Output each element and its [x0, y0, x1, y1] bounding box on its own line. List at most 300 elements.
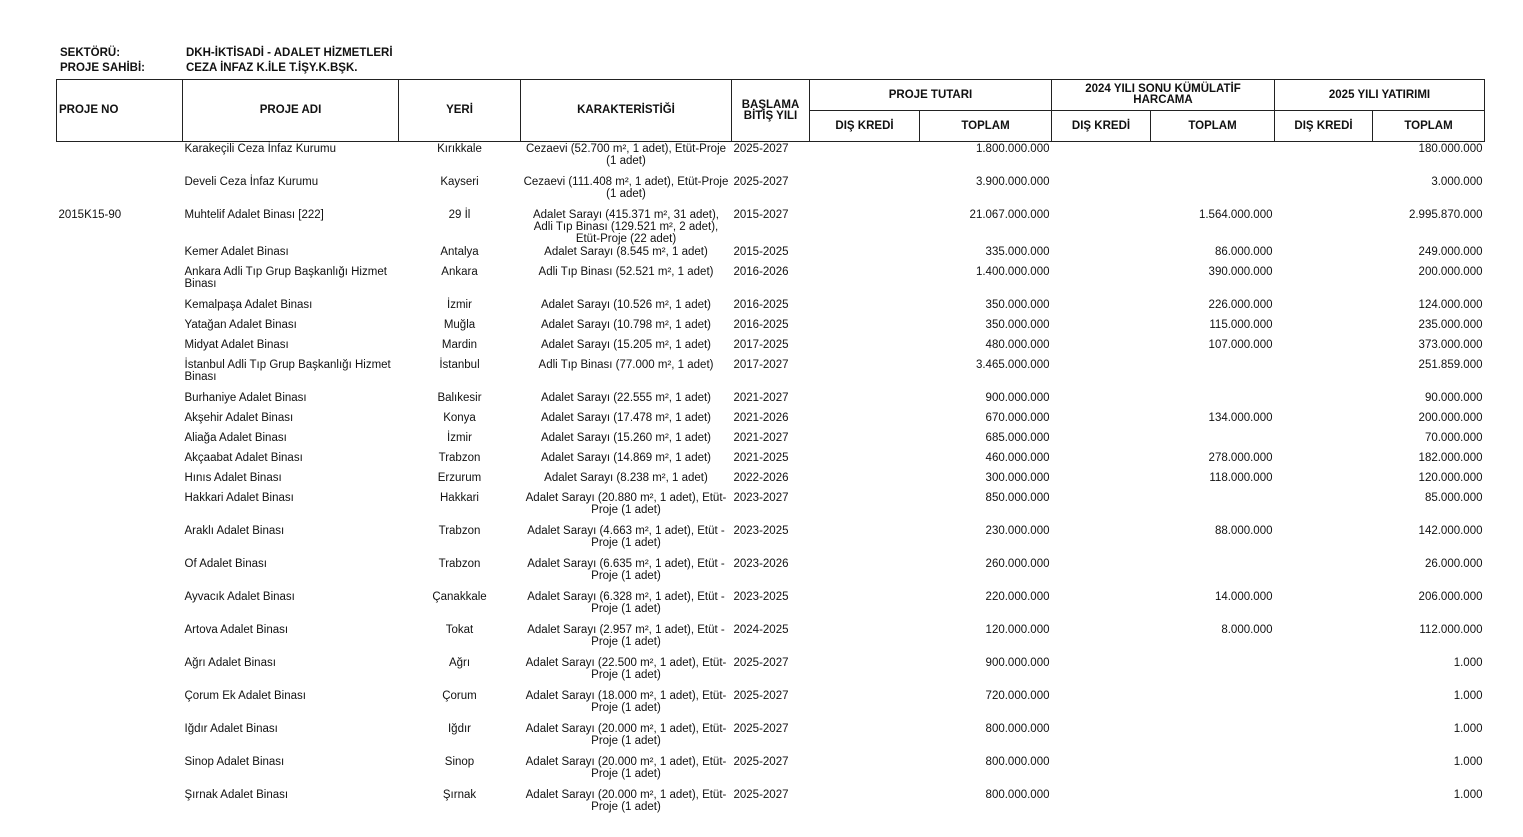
characteristic-cell: Adli Tıp Binası (77.000 m², 1 adet) [538, 359, 714, 371]
projects-table [56, 79, 1485, 821]
y-dis-kredi-cell [1275, 245, 1373, 265]
header-karakteristigi: KARAKTERİSTİĞİ [521, 80, 732, 142]
pt-dis-kredi-cell [810, 689, 920, 722]
characteristic-cell: Adalet Sarayı (20.880 m², 1 adet), Etüt-Proje (1 adet) [525, 492, 727, 516]
location-cell: Antalya [440, 246, 479, 258]
y-dis-kredi-cell [1275, 590, 1373, 623]
kh-toplam-cell: 115.000.000 [1209, 319, 1273, 331]
project-name-cell: Ayvacık Adalet Binası [184, 591, 295, 603]
kh-toplam-cell: 107.000.000 [1208, 339, 1273, 351]
pt-toplam-cell: 350.000.000 [985, 299, 1050, 311]
pt-toplam-cell: 480.000.000 [985, 339, 1050, 351]
kh-toplam-cell: 14.000.000 [1214, 591, 1273, 603]
characteristic-cell: Adalet Sarayı (6.635 m², 1 adet), Etüt -Proje (1 adet) [527, 558, 725, 582]
kh-toplam-cell: 390.000.000 [1208, 266, 1273, 278]
pt-toplam-cell: 3.465.000.000 [975, 359, 1050, 371]
pt-toplam-cell: 800.000.000 [985, 756, 1050, 768]
y-toplam-cell: 251.859.000 [1418, 359, 1483, 371]
characteristic-cell: Adalet Sarayı (15.205 m², 1 adet) [540, 339, 712, 351]
kh-toplam-cell [1151, 391, 1275, 411]
project-no-cell [57, 431, 183, 451]
years-cell: 2025-2027 [733, 657, 789, 669]
project-name-cell: İstanbul Adli Tıp Grup Başkanlığı Hizmet Binası [184, 359, 391, 383]
kh-toplam-cell [1151, 689, 1275, 722]
kh-toplam-cell [1151, 142, 1275, 176]
project-no-cell [57, 471, 183, 491]
project-no-cell [57, 755, 183, 788]
y-dis-kredi-cell [1275, 557, 1373, 590]
characteristic-cell: Adalet Sarayı (20.000 m², 1 adet), Etüt-Proje (1 adet) [525, 723, 727, 747]
characteristic-cell: Adalet Sarayı (18.000 m², 1 adet), Etüt-Proje (1 adet) [525, 690, 727, 714]
project-no-cell: 2015K15-90 [58, 209, 122, 221]
characteristic-cell: Cezaevi (111.408 m², 1 adet), Etüt-Proje (1 adet) [523, 176, 729, 200]
kh-dis-kredi-cell [1052, 175, 1151, 208]
kh-dis-kredi-cell [1052, 358, 1151, 391]
project-name-cell: Aliağa Adalet Binası [184, 432, 287, 444]
kh-dis-kredi-cell [1052, 471, 1151, 491]
y-toplam-cell: 124.000.000 [1418, 299, 1483, 311]
y-dis-kredi-cell [1275, 338, 1373, 358]
document-meta [60, 46, 393, 76]
characteristic-cell: Adalet Sarayı (14.869 m², 1 adet) [540, 452, 712, 464]
kh-toplam-cell [1151, 755, 1275, 788]
table-row [57, 338, 1485, 358]
project-no-cell [57, 245, 183, 265]
y-dis-kredi-cell [1275, 471, 1373, 491]
characteristic-cell: Adalet Sarayı (22.500 m², 1 adet), Etüt-Proje (1 adet) [525, 657, 727, 681]
kh-toplam-cell [1151, 656, 1275, 689]
table-row [57, 265, 1485, 298]
y-dis-kredi-cell [1275, 623, 1373, 656]
sector-row [60, 46, 393, 61]
pt-toplam-cell: 260.000.000 [985, 558, 1050, 570]
project-name-cell: Iğdır Adalet Binası [184, 723, 278, 735]
kh-dis-kredi-cell [1052, 298, 1151, 318]
project-name-cell: Burhaniye Adalet Binası [184, 392, 307, 404]
header-y-dis-kredi: DIŞ KREDİ [1275, 111, 1373, 142]
location-cell: İzmir [447, 432, 472, 444]
table-row [57, 411, 1485, 431]
location-cell: Hakkari [440, 492, 479, 504]
project-name-cell: Akşehir Adalet Binası [184, 412, 294, 424]
table-row [57, 175, 1485, 208]
location-cell: Şırnak [442, 789, 477, 801]
project-name-cell: Artova Adalet Binası [184, 624, 289, 636]
y-dis-kredi-cell [1275, 524, 1373, 557]
project-name-cell: Kemer Adalet Binası [184, 246, 289, 258]
characteristic-cell: Adalet Sarayı (22.555 m², 1 adet) [540, 392, 712, 404]
table-row [57, 656, 1485, 689]
sector-value: DKH-İKTİSADİ - ADALET HİZMETLERİ [186, 47, 393, 59]
pt-dis-kredi-cell [810, 431, 920, 451]
years-cell: 2021-2027 [733, 392, 789, 404]
location-cell: Trabzon [438, 558, 481, 570]
characteristic-cell: Adalet Sarayı (4.663 m², 1 adet), Etüt -Proje (1 adet) [527, 525, 725, 549]
pt-dis-kredi-cell [810, 788, 920, 821]
kh-toplam-cell [1151, 788, 1275, 821]
location-cell: Sinop [444, 756, 475, 768]
kh-toplam-cell: 118.000.000 [1209, 472, 1273, 484]
project-name-cell: Şırnak Adalet Binası [184, 789, 289, 801]
kh-dis-kredi-cell [1052, 451, 1151, 471]
kh-dis-kredi-cell [1052, 142, 1151, 176]
table-row [57, 471, 1485, 491]
location-cell: İzmir [447, 299, 472, 311]
years-cell: 2016-2025 [733, 319, 789, 331]
years-cell: 2016-2025 [733, 299, 789, 311]
kh-dis-kredi-cell [1052, 755, 1151, 788]
kh-dis-kredi-cell [1052, 590, 1151, 623]
project-no-cell [57, 338, 183, 358]
pt-toplam-cell: 230.000.000 [985, 525, 1050, 537]
location-cell: Çanakkale [432, 591, 487, 603]
pt-toplam-cell: 3.900.000.000 [975, 176, 1050, 188]
pt-toplam-cell: 850.000.000 [985, 492, 1050, 504]
years-cell: 2025-2027 [733, 176, 789, 188]
y-toplam-cell: 26.000.000 [1424, 558, 1483, 570]
project-name-cell: Hınıs Adalet Binası [184, 472, 282, 484]
characteristic-cell: Adli Tıp Binası (52.521 m², 1 adet) [538, 266, 714, 278]
project-name-cell: Akçaabat Adalet Binası [184, 452, 303, 464]
pt-dis-kredi-cell [810, 358, 920, 391]
pt-toplam-cell: 460.000.000 [985, 452, 1050, 464]
project-no-cell [57, 391, 183, 411]
pt-dis-kredi-cell [810, 491, 920, 524]
characteristic-cell: Cezaevi (52.700 m², 1 adet), Etüt-Proje (1 adet) [525, 143, 727, 167]
pt-dis-kredi-cell [810, 557, 920, 590]
kh-dis-kredi-cell [1052, 656, 1151, 689]
location-cell: Balıkesir [437, 392, 482, 404]
kh-toplam-cell: 134.000.000 [1208, 412, 1273, 424]
kh-dis-kredi-cell [1052, 788, 1151, 821]
table-row [57, 524, 1485, 557]
pt-dis-kredi-cell [810, 623, 920, 656]
project-no-cell [57, 722, 183, 755]
pt-toplam-cell: 220.000.000 [985, 591, 1050, 603]
kh-dis-kredi-cell [1052, 411, 1151, 431]
pt-dis-kredi-cell [810, 318, 920, 338]
y-toplam-cell: 1.000 [1453, 756, 1483, 768]
project-no-cell [57, 318, 183, 338]
pt-toplam-cell: 720.000.000 [985, 690, 1050, 702]
years-cell: 2017-2025 [733, 339, 789, 351]
location-cell: Tokat [445, 624, 474, 636]
kh-dis-kredi-cell [1052, 391, 1151, 411]
table-row [57, 391, 1485, 411]
y-toplam-cell: 373.000.000 [1418, 339, 1483, 351]
years-cell: 2023-2025 [733, 525, 789, 537]
project-no-cell [57, 411, 183, 431]
y-toplam-cell: 180.000.000 [1418, 143, 1483, 155]
header-y-toplam: TOPLAM [1373, 111, 1485, 142]
years-cell: 2025-2027 [733, 789, 789, 801]
header-yatirim: 2025 YILI YATIRIMI [1275, 80, 1485, 111]
pt-toplam-cell: 120.000.000 [985, 624, 1050, 636]
location-cell: Mardin [441, 339, 478, 351]
y-dis-kredi-cell [1275, 722, 1373, 755]
characteristic-cell: Adalet Sarayı (6.328 m², 1 adet), Etüt -Proje (1 adet) [527, 591, 725, 615]
project-name-cell: Karakeçili Ceza İnfaz Kurumu [184, 143, 336, 155]
pt-toplam-cell: 900.000.000 [985, 392, 1050, 404]
table-row [57, 590, 1485, 623]
location-cell: Kırıkkale [437, 143, 482, 155]
pt-toplam-cell: 1.800.000.000 [975, 143, 1050, 155]
y-dis-kredi-cell [1275, 491, 1373, 524]
characteristic-cell: Adalet Sarayı (20.000 m², 1 adet), Etüt-Proje (1 adet) [525, 789, 727, 813]
y-toplam-cell: 182.000.000 [1418, 452, 1483, 464]
header-pt-dis-kredi: DIŞ KREDİ [810, 111, 920, 142]
pt-toplam-cell: 685.000.000 [985, 432, 1050, 444]
project-no-cell [57, 265, 183, 298]
kh-toplam-cell: 88.000.000 [1214, 525, 1273, 537]
kh-toplam-cell: 278.000.000 [1208, 452, 1273, 464]
location-cell: Trabzon [438, 525, 481, 537]
project-name-cell: Sinop Adalet Binası [184, 756, 285, 768]
y-toplam-cell: 142.000.000 [1418, 525, 1483, 537]
pt-toplam-cell: 21.067.000.000 [969, 209, 1050, 221]
y-toplam-cell: 85.000.000 [1424, 492, 1483, 504]
years-cell: 2017-2027 [733, 359, 789, 371]
table-row [57, 623, 1485, 656]
location-cell: 29 İl [448, 209, 471, 221]
table-row [57, 451, 1485, 471]
project-no-cell [57, 557, 183, 590]
header-proje-no: PROJE NO [57, 80, 183, 142]
location-cell: Muğla [443, 319, 476, 331]
header-proje-adi: PROJE ADI [183, 80, 399, 142]
project-name-cell: Hakkari Adalet Binası [184, 492, 294, 504]
table-row [57, 431, 1485, 451]
project-name-cell: Ağrı Adalet Binası [184, 657, 276, 669]
characteristic-cell: Adalet Sarayı (2.957 m², 1 adet), Etüt -Proje (1 adet) [527, 624, 725, 648]
project-name-cell: Araklı Adalet Binası [184, 525, 285, 537]
y-toplam-cell: 1.000 [1453, 723, 1483, 735]
years-cell: 2025-2027 [733, 690, 789, 702]
y-dis-kredi-cell [1275, 208, 1373, 245]
y-toplam-cell: 3.000.000 [1431, 176, 1483, 188]
table-row [57, 358, 1485, 391]
project-no-cell [57, 358, 183, 391]
kh-dis-kredi-cell [1052, 245, 1151, 265]
project-name-cell: Çorum Ek Adalet Binası [184, 690, 306, 702]
years-cell: 2023-2027 [733, 492, 789, 504]
location-cell: Ankara [441, 266, 478, 278]
table-row [57, 491, 1485, 524]
y-toplam-cell: 1.000 [1453, 690, 1483, 702]
y-toplam-cell: 200.000.000 [1418, 266, 1483, 278]
project-no-cell [57, 689, 183, 722]
kh-toplam-cell: 8.000.000 [1221, 624, 1273, 636]
header-yeri: YERİ [399, 80, 521, 142]
location-cell: Trabzon [438, 452, 481, 464]
pt-dis-kredi-cell [810, 451, 920, 471]
kh-toplam-cell [1151, 431, 1275, 451]
y-toplam-cell: 1.000 [1453, 657, 1483, 669]
location-cell: Kayseri [440, 176, 479, 188]
project-no-cell [57, 298, 183, 318]
table-row [57, 722, 1485, 755]
years-cell: 2024-2025 [733, 624, 789, 636]
years-cell: 2016-2026 [733, 266, 789, 278]
pt-toplam-cell: 335.000.000 [985, 246, 1050, 258]
y-toplam-cell: 112.000.000 [1419, 624, 1483, 636]
location-cell: Erzurum [437, 472, 482, 484]
characteristic-cell: Adalet Sarayı (20.000 m², 1 adet), Etüt-Proje (1 adet) [525, 756, 727, 780]
years-cell: 2015-2025 [733, 246, 789, 258]
header-proje-tutari: PROJE TUTARI [810, 80, 1052, 111]
characteristic-cell: Adalet Sarayı (10.526 m², 1 adet) [540, 299, 712, 311]
years-cell: 2021-2025 [733, 452, 789, 464]
pt-toplam-cell: 900.000.000 [985, 657, 1050, 669]
table-row [57, 788, 1485, 821]
project-no-cell [57, 788, 183, 821]
y-dis-kredi-cell [1275, 142, 1373, 176]
kh-dis-kredi-cell [1052, 623, 1151, 656]
kh-dis-kredi-cell [1052, 557, 1151, 590]
sector-label: SEKTÖRÜ: [60, 47, 121, 59]
y-toplam-cell: 206.000.000 [1418, 591, 1483, 603]
kh-toplam-cell: 226.000.000 [1208, 299, 1273, 311]
y-toplam-cell: 200.000.000 [1418, 412, 1483, 424]
kh-dis-kredi-cell [1052, 722, 1151, 755]
years-cell: 2021-2026 [733, 412, 789, 424]
pt-dis-kredi-cell [810, 142, 920, 176]
y-dis-kredi-cell [1275, 358, 1373, 391]
y-dis-kredi-cell [1275, 265, 1373, 298]
y-dis-kredi-cell [1275, 391, 1373, 411]
years-cell: 2025-2027 [733, 143, 789, 155]
header-kh-toplam: TOPLAM [1151, 111, 1275, 142]
kh-toplam-cell: 1.564.000.000 [1198, 209, 1273, 221]
y-dis-kredi-cell [1275, 298, 1373, 318]
y-toplam-cell: 1.000 [1453, 789, 1483, 801]
kh-toplam-cell: 86.000.000 [1214, 246, 1273, 258]
location-cell: Konya [443, 412, 476, 424]
pt-dis-kredi-cell [810, 524, 920, 557]
y-dis-kredi-cell [1275, 451, 1373, 471]
header-pt-toplam: TOPLAM [920, 111, 1052, 142]
owner-value: CEZA İNFAZ K.İLE T.İŞY.K.BŞK. [186, 62, 358, 74]
years-cell: 2023-2026 [733, 558, 789, 570]
pt-dis-kredi-cell [810, 590, 920, 623]
y-toplam-cell: 70.000.000 [1424, 432, 1483, 444]
kh-toplam-cell [1151, 358, 1275, 391]
pt-dis-kredi-cell [810, 656, 920, 689]
pt-dis-kredi-cell [810, 722, 920, 755]
characteristic-cell: Adalet Sarayı (10.798 m², 1 adet) [540, 319, 712, 331]
pt-dis-kredi-cell [810, 298, 920, 318]
kh-toplam-cell [1151, 557, 1275, 590]
y-toplam-cell: 120.000.000 [1418, 472, 1483, 484]
y-toplam-cell: 235.000.000 [1418, 319, 1483, 331]
characteristic-cell: Adalet Sarayı (17.478 m², 1 adet) [540, 412, 712, 424]
table-row [57, 298, 1485, 318]
table-row [57, 142, 1485, 176]
kh-dis-kredi-cell [1052, 318, 1151, 338]
y-dis-kredi-cell [1275, 175, 1373, 208]
table-row [57, 755, 1485, 788]
pt-dis-kredi-cell [810, 411, 920, 431]
characteristic-cell: Adalet Sarayı (8.545 m², 1 adet) [544, 246, 708, 258]
table-row [57, 689, 1485, 722]
project-no-cell [57, 524, 183, 557]
years-cell: 2021-2027 [733, 432, 789, 444]
kh-toplam-cell [1151, 491, 1275, 524]
project-name-cell: Ankara Adli Tıp Grup Başkanlığı Hizmet Binası [184, 266, 387, 290]
kh-toplam-cell [1151, 175, 1275, 208]
pt-dis-kredi-cell [810, 208, 920, 245]
pt-toplam-cell: 800.000.000 [985, 723, 1050, 735]
pt-dis-kredi-cell [810, 338, 920, 358]
project-name-cell: Midyat Adalet Binası [184, 339, 289, 351]
years-cell: 2015-2027 [733, 209, 789, 221]
kh-dis-kredi-cell [1052, 431, 1151, 451]
owner-label: PROJE SAHİBİ: [60, 62, 145, 74]
y-dis-kredi-cell [1275, 788, 1373, 821]
header-baslama-bitis: BAŞLAMA BİTİŞ YILI [732, 80, 810, 142]
location-cell: Iğdır [447, 723, 471, 735]
years-cell: 2023-2025 [733, 591, 789, 603]
project-name-cell: Muhtelif Adalet Binası [222] [184, 209, 324, 221]
y-toplam-cell: 90.000.000 [1424, 392, 1483, 404]
project-name-cell: Yatağan Adalet Binası [184, 319, 297, 331]
project-name-cell: Develi Ceza İnfaz Kurumu [184, 176, 319, 188]
pt-dis-kredi-cell [810, 265, 920, 298]
characteristic-cell: Adalet Sarayı (415.371 m², 31 adet), Adli Tıp Binası (129.521 m², 2 adet), Etüt-Proje (22 adet) [532, 209, 720, 245]
y-dis-kredi-cell [1275, 318, 1373, 338]
pt-toplam-cell: 670.000.000 [985, 412, 1050, 424]
project-no-cell [57, 590, 183, 623]
project-no-cell [57, 451, 183, 471]
y-toplam-cell: 2.995.870.000 [1408, 209, 1483, 221]
kh-dis-kredi-cell [1052, 689, 1151, 722]
pt-dis-kredi-cell [810, 471, 920, 491]
location-cell: Ağrı [448, 657, 471, 669]
y-dis-kredi-cell [1275, 656, 1373, 689]
pt-toplam-cell: 350.000.000 [985, 319, 1050, 331]
owner-row [60, 61, 393, 76]
table-body [57, 142, 1485, 822]
characteristic-cell: Adalet Sarayı (15.260 m², 1 adet) [540, 432, 712, 444]
project-name-cell: Of Adalet Binası [184, 558, 267, 570]
table-row [57, 245, 1485, 265]
pt-dis-kredi-cell [810, 391, 920, 411]
pt-dis-kredi-cell [810, 245, 920, 265]
project-no-cell [57, 656, 183, 689]
table-row [57, 557, 1485, 590]
years-cell: 2025-2027 [733, 723, 789, 735]
kh-dis-kredi-cell [1052, 524, 1151, 557]
project-no-cell [57, 142, 183, 176]
pt-toplam-cell: 800.000.000 [985, 789, 1050, 801]
project-no-cell [57, 623, 183, 656]
characteristic-cell: Adalet Sarayı (8.238 m², 1 adet) [544, 472, 708, 484]
y-dis-kredi-cell [1275, 431, 1373, 451]
kh-dis-kredi-cell [1052, 491, 1151, 524]
y-dis-kredi-cell [1275, 411, 1373, 431]
kh-toplam-cell [1151, 722, 1275, 755]
pt-toplam-cell: 1.400.000.000 [975, 266, 1050, 278]
y-toplam-cell: 249.000.000 [1418, 246, 1483, 258]
header-kumulatif-harcama: 2024 YILI SONU KÜMÜLATİF HARCAMA [1052, 80, 1275, 111]
table-row [57, 208, 1485, 245]
kh-dis-kredi-cell [1052, 338, 1151, 358]
location-cell: Çorum [442, 690, 477, 702]
project-no-cell [57, 175, 183, 208]
y-dis-kredi-cell [1275, 755, 1373, 788]
project-no-cell [57, 491, 183, 524]
project-name-cell: Kemalpaşa Adalet Binası [184, 299, 313, 311]
